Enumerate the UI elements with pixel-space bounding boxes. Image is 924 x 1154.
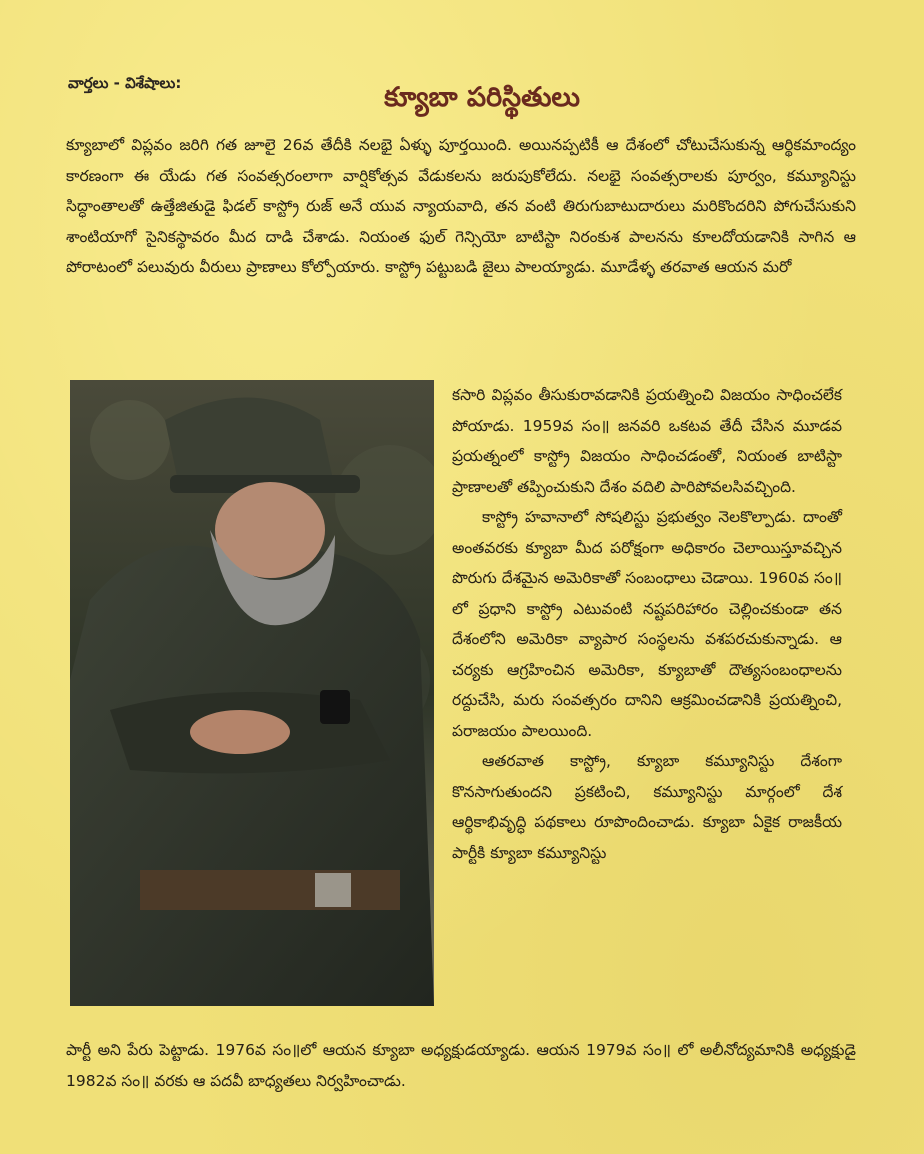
article-paragraph-3-continued: పార్టీ అని పేరు పెట్టాడు. 1976వ సం॥లో ఆయన క్యూబా అధ్యక్షుడయ్యాడు. ఆయన 1979వ సం॥ లో అలీనోద్యమానికి అధ్యక్షుడై 1982వ సం॥ వరకు ఆ పదవీ బాధ్యతలు నిర్వహించాడు. <box>66 1041 856 1090</box>
article-paragraph-2: కాస్ట్రో హవానాలో సోషలిస్టు ప్రభుత్వం నెలకొల్పాడు. దాంతో అంతవరకు క్యూబా మీద పరోక్షంగా అధికారం చెలాయిస్తూవచ్చిన పొరుగు దేశమైన అమెరికాతో సంబంధాలు చెడాయి. 1960వ సం॥లో ప్రధాని కాస్ట్రో ఎటువంటి నష్టపరిహారం చెల్లించకుండా తన దేశంలోని అమెరికా వ్యాపార సంస్థలను వశపరచుకున్నాడు. ఆ చర్యకు ఆగ్రహించిన అమెరికా, క్యూబాతో దౌత్యసంబంధాలను రద్దుచేసి, మరు సంవత్సరం దానిని ఆక్రమించడానికి ప్రయత్నించి, పరాజయం పాలయింది. <box>452 508 842 740</box>
portrait-photo <box>70 380 434 1006</box>
article-paragraph-3: ఆతరవాత కాస్ట్రో, క్యూబా కమ్యూనిస్టు దేశంగా కొనసాగుతుందని ప్రకటించి, కమ్యూనిస్టు మార్గంలో దేశ ఆర్థికాభివృద్ధి పథకాలు రూపొందించాడు. క్యూబా ఏకైక రాజకీయ పార్టీకి క్యూబా కమ్యూనిస్టు <box>452 752 842 862</box>
article-paragraph-1: క్యూబాలో విప్లవం జరిగి గత జూలై 26వ తేదీకి నలభై ఏళ్ళు పూర్తయింది. అయినప్పటికీ ఆ దేశంలో చోటుచేసుకున్న ఆర్థికమాంద్యం కారణంగా ఈ యేడు గత సంవత్సరంలాగా వార్షికోత్సవ వేడుకలను జరుపుకోలేదు. నలభై సంవత్సరాలకు పూర్వం, కమ్యూనిస్టు సిద్ధాంతాలతో ఉత్తేజితుడై ఫిడల్ కాస్ట్రో రుజ్ అనే యువ న్యాయవాది, తన వంటి తిరుగుబాటుదారులు మరికొందరిని పోగుచేసుకుని శాంటియాగో సైనికస్థావరం మీద దాడి చేశాడు. నియంత ఫుల్ గెన్సియో బాటిస్టా నిరంకుశ పాలనను కూలదోయడానికి సాగిన ఆ పోరాటంలో పలువురు వీరులు ప్రాణాలు కోల్పోయారు. కాస్ట్రో పట్టుబడి జైలు పాలయ్యాడు. మూడేళ్ళ తరవాత ఆయన మరో <box>66 136 856 276</box>
portrait-illustration <box>70 380 434 1006</box>
article-title: క్యూబా పరిస్థితులు <box>384 82 580 113</box>
right-column <box>452 380 842 868</box>
article-paragraph-1-continued: కసారి విప్లవం తీసుకురావడానికి ప్రయత్నించి విజయం సాధించలేక పోయాడు. 1959వ సం॥ జనవరి ఒకటవ తేదీ చేసిన మూడవ ప్రయత్నంలో కాస్ట్రో విజయం సాధించడంతో, నియంత బాటిస్టా ప్రాణాలతో తప్పించుకుని దేశం వదిలి పారిపోవలసివచ్చింది. <box>452 386 842 496</box>
section-label: వార్తలు - విశేషాలు: <box>68 74 182 92</box>
